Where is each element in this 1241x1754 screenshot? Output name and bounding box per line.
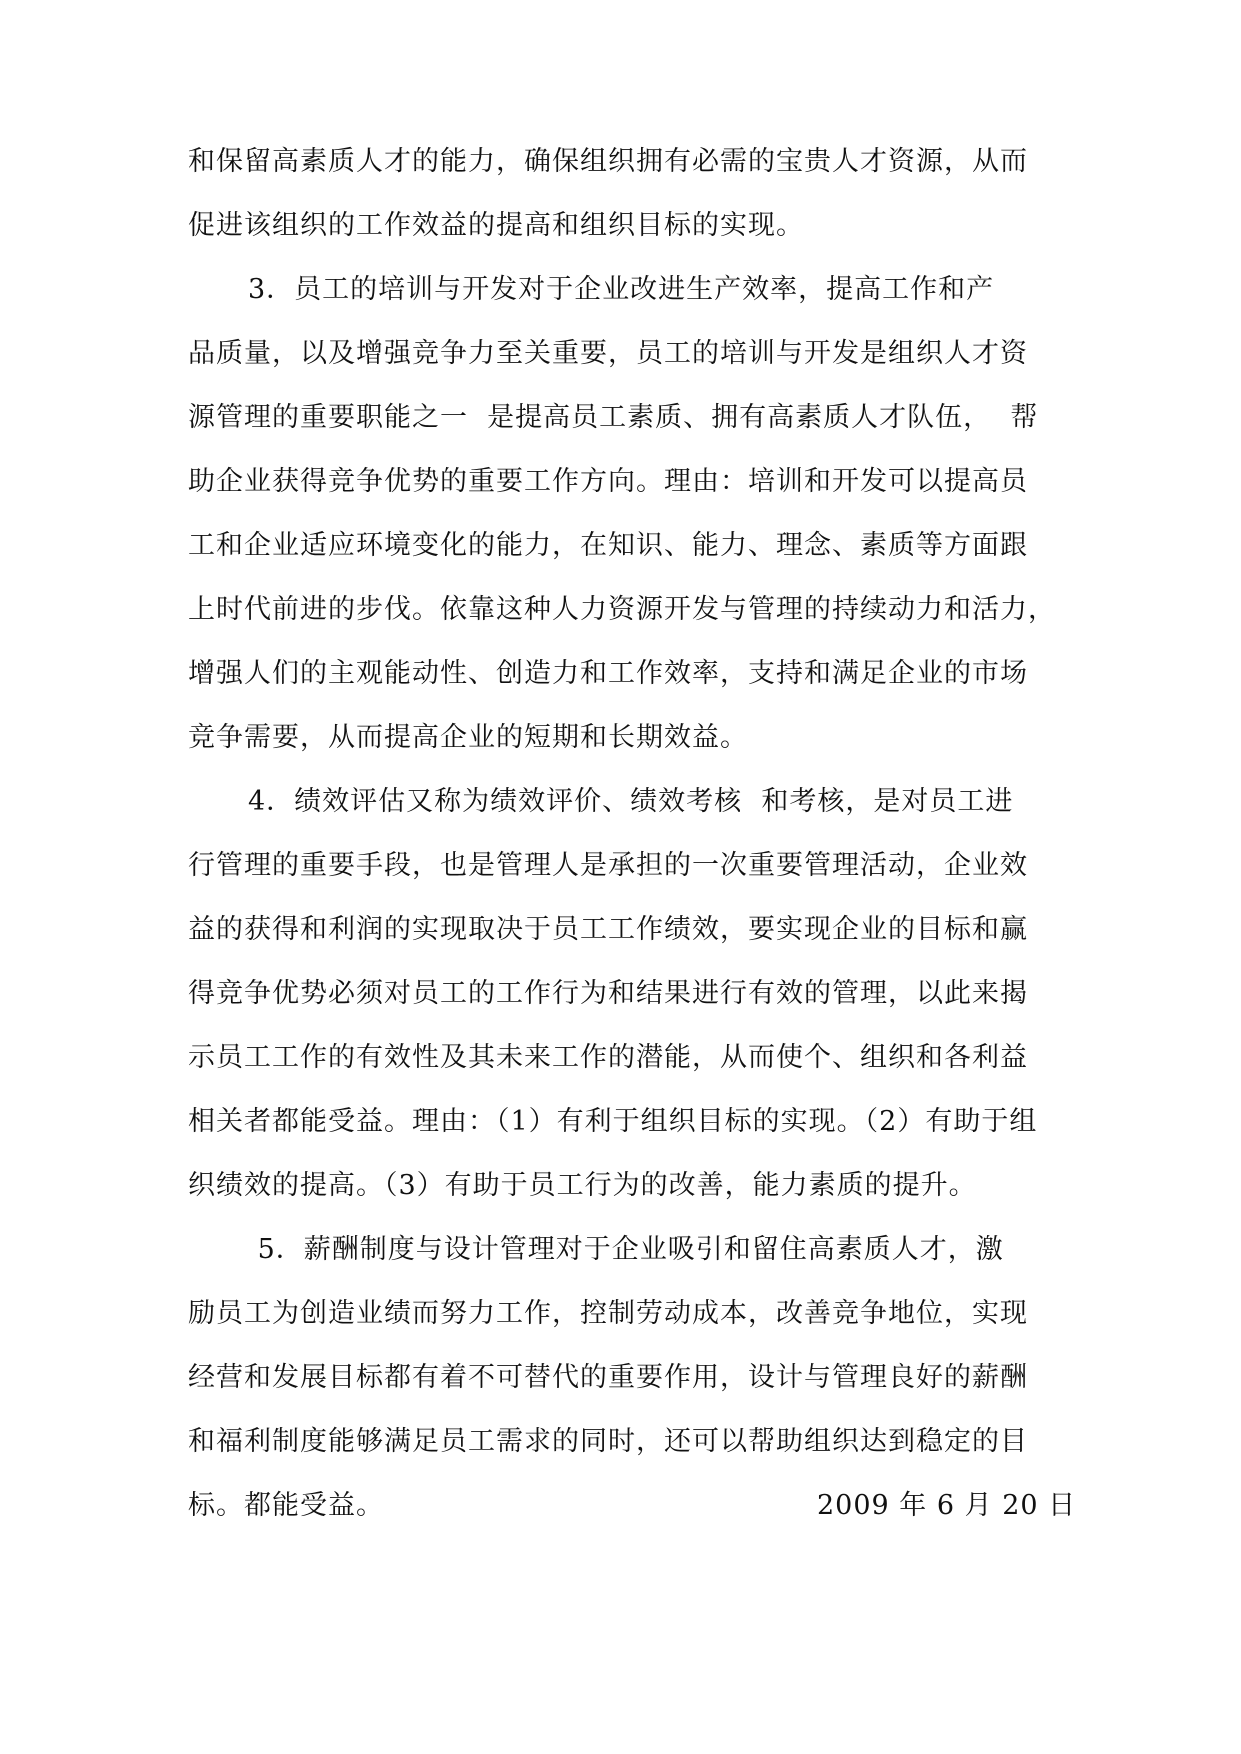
text-line: 源管理的重要职能之一 是提高员工素质、拥有高素质人才队伍， 帮 xyxy=(188,402,1039,433)
text-line: 竞争需要，从而提高企业的短期和长期效益。 xyxy=(188,722,748,753)
text-line: 相关者都能受益。理由：（1）有利于组织目标的实现。（2）有助于组 xyxy=(188,1106,1038,1137)
text-line: 助企业获得竞争优势的重要工作方向。理由：培训和开发可以提高员 xyxy=(188,466,1028,497)
text-line: 励员工为创造业绩而努力工作，控制劳动成本，改善竞争地位，实现 xyxy=(188,1298,1028,1329)
final-line xyxy=(188,1474,1077,1538)
text-line: 益的获得和利润的实现取决于员工工作绩效，要实现企业的目标和赢 xyxy=(188,914,1028,945)
text-line: 5．薪酬制度与设计管理对于企业吸引和留住高素质人才，激 xyxy=(248,1234,1004,1265)
document-date: 2009 年 6 月 20 日 xyxy=(817,1490,1077,1521)
text-line: 上时代前进的步伐。依靠这种人力资源开发与管理的持续动力和活力， xyxy=(188,594,1056,625)
paragraph-continuation xyxy=(188,130,1063,258)
text-line: 3．员工的培训与开发对于企业改进生产效率，提高工作和产 xyxy=(248,274,995,305)
paragraph-performance xyxy=(188,770,1063,1218)
text-line: 织绩效的提高。（3）有助于员工行为的改善，能力素质的提升。 xyxy=(188,1170,977,1201)
paragraph-training xyxy=(188,258,1063,770)
text-line: 工和企业适应环境变化的能力，在知识、能力、理念、素质等方面跟 xyxy=(188,530,1028,561)
text-line: 标。都能受益。 xyxy=(188,1490,384,1521)
text-line: 经营和发展目标都有着不可替代的重要作用，设计与管理良好的薪酬 xyxy=(188,1362,1028,1393)
document-body xyxy=(188,130,1077,1538)
text-line: 得竞争优势必须对员工的工作行为和结果进行有效的管理，以此来揭 xyxy=(188,978,1028,1009)
text-line: 促进该组织的工作效益的提高和组织目标的实现。 xyxy=(188,210,804,241)
text-line: 和保留高素质人才的能力，确保组织拥有必需的宝贵人才资源，从而 xyxy=(188,146,1028,177)
text-line: 行管理的重要手段，也是管理人是承担的一次重要管理活动，企业效 xyxy=(188,850,1028,881)
text-line: 增强人们的主观能动性、创造力和工作效率，支持和满足企业的市场 xyxy=(188,658,1028,689)
paragraph-compensation xyxy=(188,1218,1077,1538)
text-line: 4．绩效评估又称为绩效评价、绩效考核 和考核，是对员工进 xyxy=(248,786,1014,817)
text-line: 品质量，以及增强竞争力至关重要，员工的培训与开发是组织人才资 xyxy=(188,338,1028,369)
text-line: 示员工工作的有效性及其未来工作的潜能，从而使个、组织和各利益 xyxy=(188,1042,1028,1073)
text-line: 和福利制度能够满足员工需求的同时，还可以帮助组织达到稳定的目 xyxy=(188,1426,1028,1457)
